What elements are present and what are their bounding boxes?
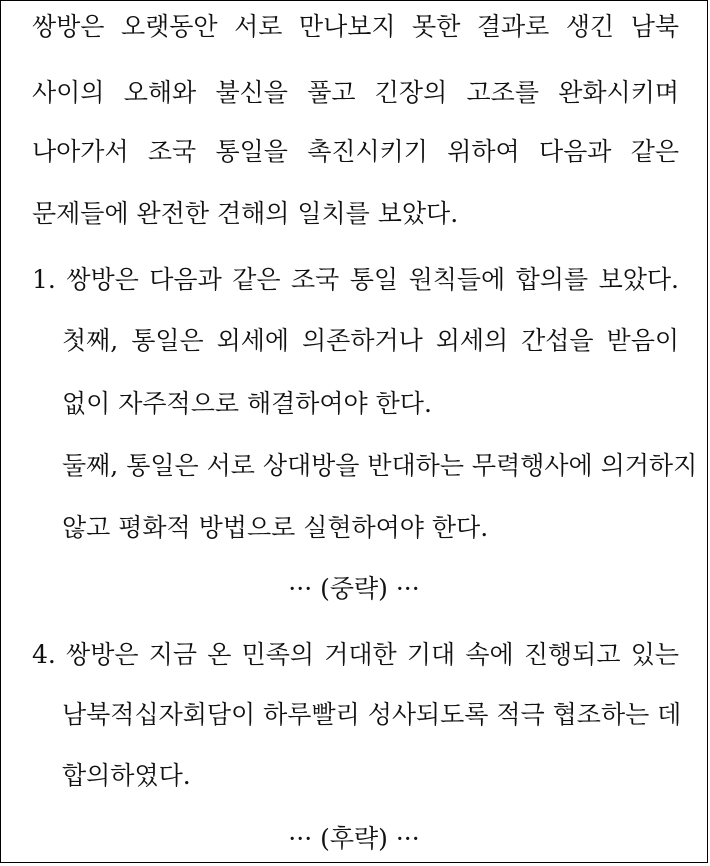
intro-line-4: 문제들에 완전한 견해의 일치를 보았다. <box>32 199 459 228</box>
omission-middle: ··· (중략) ··· <box>288 574 420 603</box>
item-1-line-2: 없이 자주적으로 해결하여야 한다. <box>62 389 432 418</box>
item-1-heading: 1. 쌍방은 다음과 같은 조국 통일 원칙들에 합의를 보았다. <box>32 265 679 294</box>
omission-end: ··· (후략) ··· <box>288 824 420 853</box>
item-4-line-1: 남북적십자회담이 하루빨리 성사되도록 적극 협조하는 데 <box>62 700 682 729</box>
item-4-heading: 4. 쌍방은 지금 온 민족의 거대한 기대 속에 진행되고 있는 <box>32 640 679 669</box>
item-1-line-1: 첫째, 통일은 외세에 의존하거나 외세의 간섭을 받음이 <box>62 326 679 355</box>
intro-line-2: 사이의 오해와 불신을 풀고 긴장의 고조를 완화시키며 <box>32 78 679 107</box>
item-1-line-3: 둘째, 통일은 서로 상대방을 반대하는 무력행사에 의거하지 <box>62 451 698 480</box>
intro-line-3: 나아가서 조국 통일을 촉진시키기 위하여 다음과 같은 <box>32 137 679 166</box>
item-1-line-4: 않고 평화적 방법으로 실현하여야 한다. <box>62 513 489 542</box>
item-4-line-2: 합의하였다. <box>62 761 191 790</box>
intro-line-1: 쌍방은 오랫동안 서로 만나보지 못한 결과로 생긴 남북 <box>32 12 679 41</box>
